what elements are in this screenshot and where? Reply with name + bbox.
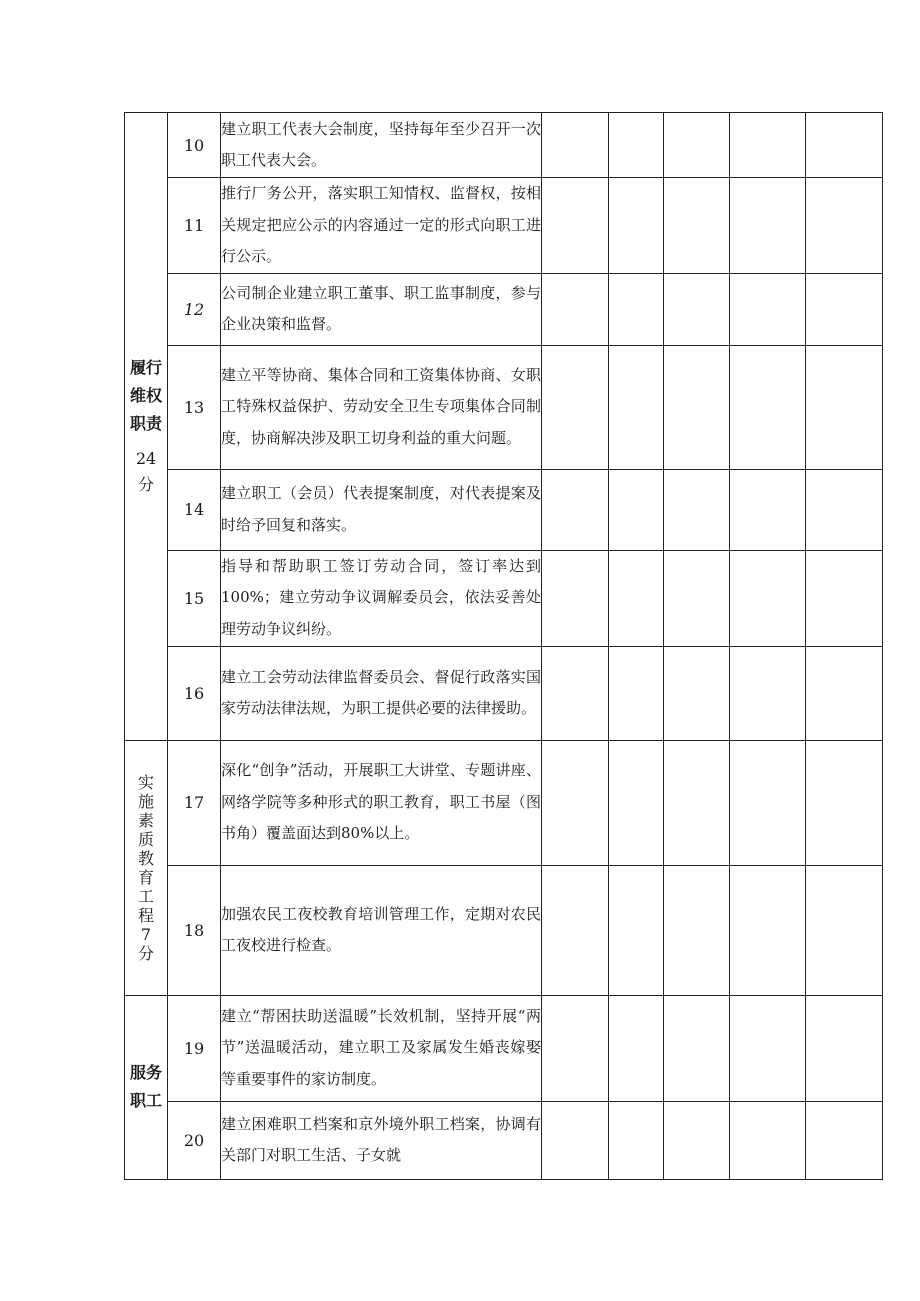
- score-cell[interactable]: [542, 178, 609, 274]
- score-cell[interactable]: [542, 345, 609, 469]
- score-cell[interactable]: [730, 646, 806, 740]
- table-row: [125, 865, 883, 995]
- item-number: 17: [168, 740, 221, 865]
- table-row: [125, 345, 883, 469]
- score-cell[interactable]: [664, 273, 730, 345]
- score-cell[interactable]: [730, 1101, 806, 1179]
- score-cell[interactable]: [730, 550, 806, 646]
- score-cell[interactable]: [664, 113, 730, 178]
- score-cell[interactable]: [730, 740, 806, 865]
- score-cell[interactable]: [664, 550, 730, 646]
- table-row: [125, 646, 883, 740]
- score-cell[interactable]: [730, 345, 806, 469]
- score-cell[interactable]: [806, 740, 883, 865]
- score-cell[interactable]: [664, 740, 730, 865]
- score-cell[interactable]: [542, 113, 609, 178]
- category-cell: [125, 113, 168, 741]
- score-cell[interactable]: [542, 550, 609, 646]
- score-cell[interactable]: [664, 469, 730, 550]
- item-number: 14: [168, 469, 221, 550]
- score-cell[interactable]: [806, 273, 883, 345]
- score-cell[interactable]: [806, 178, 883, 274]
- score-cell[interactable]: [730, 178, 806, 274]
- score-cell[interactable]: [730, 995, 806, 1101]
- item-number: 13: [168, 345, 221, 469]
- score-cell[interactable]: [609, 469, 664, 550]
- score-cell[interactable]: [730, 113, 806, 178]
- score-cell[interactable]: [542, 865, 609, 995]
- item-text: 建立困难职工档案和京外境外职工档案，协调有关部门对职工生活、子女就: [221, 1101, 542, 1179]
- score-cell[interactable]: [806, 1101, 883, 1179]
- category-cell: [125, 740, 168, 995]
- item-number: 16: [168, 646, 221, 740]
- score-cell[interactable]: [609, 646, 664, 740]
- category-label: 实施素质教育工程7分: [137, 772, 154, 963]
- score-cell[interactable]: [730, 865, 806, 995]
- item-text: 指导和帮助职工签订劳动合同，签订率达到100%；建立劳动争议调解委员会，依法妥善处理劳动争议纠纷。: [221, 550, 542, 646]
- score-cell[interactable]: [609, 995, 664, 1101]
- evaluation-table: [124, 112, 883, 1180]
- score-cell[interactable]: [806, 469, 883, 550]
- score-cell[interactable]: [730, 469, 806, 550]
- score-cell[interactable]: [806, 550, 883, 646]
- category-cell: [125, 995, 168, 1179]
- table-row: [125, 1101, 883, 1179]
- score-cell[interactable]: [542, 995, 609, 1101]
- score-cell[interactable]: [664, 865, 730, 995]
- score-cell[interactable]: [664, 345, 730, 469]
- item-text: 加强农民工夜校教育培训管理工作，定期对农民工夜校进行检查。: [221, 865, 542, 995]
- table-row: [125, 178, 883, 274]
- table-row: [125, 273, 883, 345]
- score-cell[interactable]: [806, 646, 883, 740]
- item-number: 11: [168, 178, 221, 274]
- category-label: 履行维权职责: [129, 358, 162, 434]
- table-row: [125, 113, 883, 178]
- table-row: [125, 469, 883, 550]
- score-cell[interactable]: [806, 865, 883, 995]
- table-row: [125, 550, 883, 646]
- score-cell[interactable]: [664, 1101, 730, 1179]
- item-number: 18: [168, 865, 221, 995]
- score-cell[interactable]: [542, 273, 609, 345]
- score-cell[interactable]: [609, 273, 664, 345]
- item-text: 建立“帮困扶助送温暖”长效机制，坚持开展“两节”送温暖活动，建立职工及家属发生婚丧嫁娶等重要事件的家访制度。: [221, 995, 542, 1101]
- item-number: 20: [168, 1101, 221, 1179]
- item-text: 推行厂务公开，落实职工知情权、监督权，按相关规定把应公示的内容通过一定的形式向职工进行公示。: [221, 178, 542, 274]
- score-cell[interactable]: [609, 550, 664, 646]
- score-cell[interactable]: [609, 865, 664, 995]
- score-cell[interactable]: [609, 740, 664, 865]
- item-text: 建立平等协商、集体合同和工资集体协商、女职工特殊权益保护、劳动安全卫生专项集体合同制度，协商解决涉及职工切身利益的重大问题。: [221, 345, 542, 469]
- score-cell[interactable]: [542, 646, 609, 740]
- score-cell[interactable]: [664, 646, 730, 740]
- table-row: [125, 995, 883, 1101]
- score-cell[interactable]: [730, 273, 806, 345]
- score-cell[interactable]: [609, 1101, 664, 1179]
- item-text: 建立职工（会员）代表提案制度，对代表提案及时给予回复和落实。: [221, 469, 542, 550]
- score-cell[interactable]: [542, 740, 609, 865]
- item-number: 12: [168, 273, 221, 345]
- item-text: 建立工会劳动法律监督委员会、督促行政落实国家劳动法律法规，为职工提供必要的法律援助。: [221, 646, 542, 740]
- score-cell[interactable]: [542, 469, 609, 550]
- score-cell[interactable]: [542, 1101, 609, 1179]
- category-score-unit: 分: [137, 475, 154, 495]
- item-text: 深化“创争”活动，开展职工大讲堂、专题讲座、网络学院等多种形式的职工教育，职工书屋（图书角）覆盖面达到80%以上。: [221, 740, 542, 865]
- score-cell[interactable]: [664, 995, 730, 1101]
- table-row: [125, 740, 883, 865]
- category-label: 服务职工: [129, 1063, 162, 1110]
- score-cell[interactable]: [609, 345, 664, 469]
- score-cell[interactable]: [609, 178, 664, 274]
- item-number: 15: [168, 550, 221, 646]
- score-cell[interactable]: [806, 995, 883, 1101]
- score-cell[interactable]: [806, 345, 883, 469]
- category-score: 24: [135, 449, 157, 469]
- score-cell[interactable]: [609, 113, 664, 178]
- item-text: 公司制企业建立职工董事、职工监事制度，参与企业决策和监督。: [221, 273, 542, 345]
- item-number: 10: [168, 113, 221, 178]
- item-number: 19: [168, 995, 221, 1101]
- item-text: 建立职工代表大会制度，坚持每年至少召开一次职工代表大会。: [221, 113, 542, 178]
- score-cell[interactable]: [664, 178, 730, 274]
- score-cell[interactable]: [806, 113, 883, 178]
